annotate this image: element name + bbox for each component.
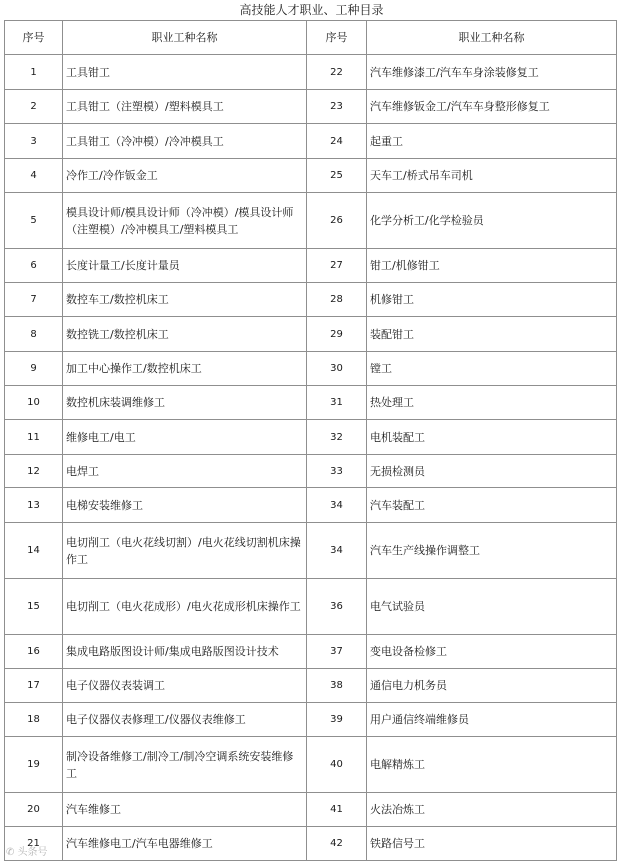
occupation-cell: 数控铣工/数控机床工: [63, 317, 307, 352]
serial-cell: 21: [5, 827, 63, 861]
header-serial-1: 序号: [5, 21, 63, 55]
occupation-cell: 无损检测员: [367, 455, 617, 488]
serial-cell: 17: [5, 669, 63, 703]
occupation-cell: 电子仪器仪表修理工/仪器仪表维修工: [63, 703, 307, 737]
occupation-cell: 汽车装配工: [367, 488, 617, 523]
occupation-cell: 汽车生产线操作调整工: [367, 523, 617, 579]
occupation-cell: 电切削工（电火花成形）/电火花成形机床操作工: [63, 579, 307, 635]
serial-cell: 11: [5, 420, 63, 455]
watermark-logo: ✆ 头条号: [6, 847, 48, 858]
occupation-cell: 用户通信终端维修员: [367, 703, 617, 737]
serial-cell: 20: [5, 793, 63, 827]
occupation-cell: 长度计量工/长度计量员: [63, 249, 307, 283]
serial-cell: 9: [5, 352, 63, 386]
serial-cell: 42: [307, 827, 367, 861]
serial-cell: 2: [5, 90, 63, 124]
table-row: [5, 703, 617, 737]
table-row: [5, 635, 617, 669]
serial-cell: 7: [5, 283, 63, 317]
table-row: [5, 352, 617, 386]
occupation-cell: 火法冶炼工: [367, 793, 617, 827]
occupation-cell: 起重工: [367, 124, 617, 159]
occupation-cell: 汽车维修工: [63, 793, 307, 827]
occupation-cell: 化学分析工/化学检验员: [367, 193, 617, 249]
occupation-cell: 铁路信号工: [367, 827, 617, 861]
occupation-cell: 数控机床装调维修工: [63, 386, 307, 420]
table-row: [5, 90, 617, 124]
serial-cell: 5: [5, 193, 63, 249]
table-row: [5, 420, 617, 455]
occupation-cell: 汽车维修漆工/汽车车身涂装修复工: [367, 55, 617, 90]
table-row: [5, 283, 617, 317]
table-row: [5, 159, 617, 193]
occupation-cell: 工具钳工: [63, 55, 307, 90]
occupation-cell: 维修电工/电工: [63, 420, 307, 455]
occupation-cell: 镗工: [367, 352, 617, 386]
header-row: [5, 21, 617, 55]
occupation-cell: 热处理工: [367, 386, 617, 420]
occupation-cell: 冷作工/冷作钣金工: [63, 159, 307, 193]
serial-cell: 34: [307, 523, 367, 579]
serial-cell: 22: [307, 55, 367, 90]
serial-cell: 36: [307, 579, 367, 635]
serial-cell: 41: [307, 793, 367, 827]
occupation-cell: 通信电力机务员: [367, 669, 617, 703]
table-body: [5, 55, 617, 861]
serial-cell: 28: [307, 283, 367, 317]
serial-cell: 6: [5, 249, 63, 283]
serial-cell: 26: [307, 193, 367, 249]
serial-cell: 19: [5, 737, 63, 793]
occupation-cell: 电机装配工: [367, 420, 617, 455]
header-name-1: 职业工种名称: [63, 21, 307, 55]
occupation-cell: 数控车工/数控机床工: [63, 283, 307, 317]
occupation-cell: 工具钳工（冷冲模）/冷冲模具工: [63, 124, 307, 159]
occupation-cell: 装配钳工: [367, 317, 617, 352]
serial-cell: 30: [307, 352, 367, 386]
serial-cell: 40: [307, 737, 367, 793]
serial-cell: 34: [307, 488, 367, 523]
table-row: [5, 55, 617, 90]
serial-cell: 10: [5, 386, 63, 420]
table-row: [5, 249, 617, 283]
serial-cell: 1: [5, 55, 63, 90]
table-row: [5, 827, 617, 861]
occupation-cell: 机修钳工: [367, 283, 617, 317]
serial-cell: 25: [307, 159, 367, 193]
serial-cell: 27: [307, 249, 367, 283]
table-row: [5, 124, 617, 159]
serial-cell: 29: [307, 317, 367, 352]
occupation-cell: 电解精炼工: [367, 737, 617, 793]
table-row: [5, 317, 617, 352]
serial-cell: 4: [5, 159, 63, 193]
serial-cell: 14: [5, 523, 63, 579]
serial-cell: 16: [5, 635, 63, 669]
serial-cell: 37: [307, 635, 367, 669]
table-row: [5, 579, 617, 635]
occupation-cell: 电焊工: [63, 455, 307, 488]
serial-cell: 8: [5, 317, 63, 352]
serial-cell: 3: [5, 124, 63, 159]
table-row: [5, 386, 617, 420]
table-row: [5, 488, 617, 523]
serial-cell: 32: [307, 420, 367, 455]
serial-cell: 23: [307, 90, 367, 124]
serial-cell: 13: [5, 488, 63, 523]
serial-cell: 12: [5, 455, 63, 488]
occupation-table: [4, 20, 617, 861]
occupation-cell: 电切削工（电火花线切割）/电火花线切割机床操作工: [63, 523, 307, 579]
occupation-cell: 电气试验员: [367, 579, 617, 635]
header-serial-2: 序号: [307, 21, 367, 55]
occupation-cell: 汽车维修电工/汽车电器维修工: [63, 827, 307, 861]
header-name-2: 职业工种名称: [367, 21, 617, 55]
table-row: [5, 737, 617, 793]
serial-cell: 33: [307, 455, 367, 488]
occupation-cell: 电梯安装维修工: [63, 488, 307, 523]
occupation-cell: 制冷设备维修工/制冷工/制冷空调系统安装维修工: [63, 737, 307, 793]
serial-cell: 39: [307, 703, 367, 737]
occupation-cell: 天车工/桥式吊车司机: [367, 159, 617, 193]
table-title: 高技能人才职业、工种目录: [239, 3, 384, 17]
table-row: [5, 669, 617, 703]
serial-cell: 15: [5, 579, 63, 635]
table-row: [5, 455, 617, 488]
occupation-cell: 集成电路版图设计师/集成电路版图设计技术: [63, 635, 307, 669]
occupation-cell: 加工中心操作工/数控机床工: [63, 352, 307, 386]
occupation-cell: 变电设备检修工: [367, 635, 617, 669]
occupation-cell: 汽车维修钣金工/汽车车身整形修复工: [367, 90, 617, 124]
occupation-cell: 电子仪器仪表装调工: [63, 669, 307, 703]
table-row: [5, 193, 617, 249]
table-row: [5, 793, 617, 827]
serial-cell: 18: [5, 703, 63, 737]
occupation-cell: 工具钳工（注塑模）/塑料模具工: [63, 90, 307, 124]
table-row: [5, 523, 617, 579]
occupation-cell: 模具设计师/模具设计师（冷冲模）/模具设计师（注塑模）/冷冲模具工/塑料模具工: [63, 193, 307, 249]
serial-cell: 38: [307, 669, 367, 703]
occupation-cell: 钳工/机修钳工: [367, 249, 617, 283]
serial-cell: 24: [307, 124, 367, 159]
serial-cell: 31: [307, 386, 367, 420]
